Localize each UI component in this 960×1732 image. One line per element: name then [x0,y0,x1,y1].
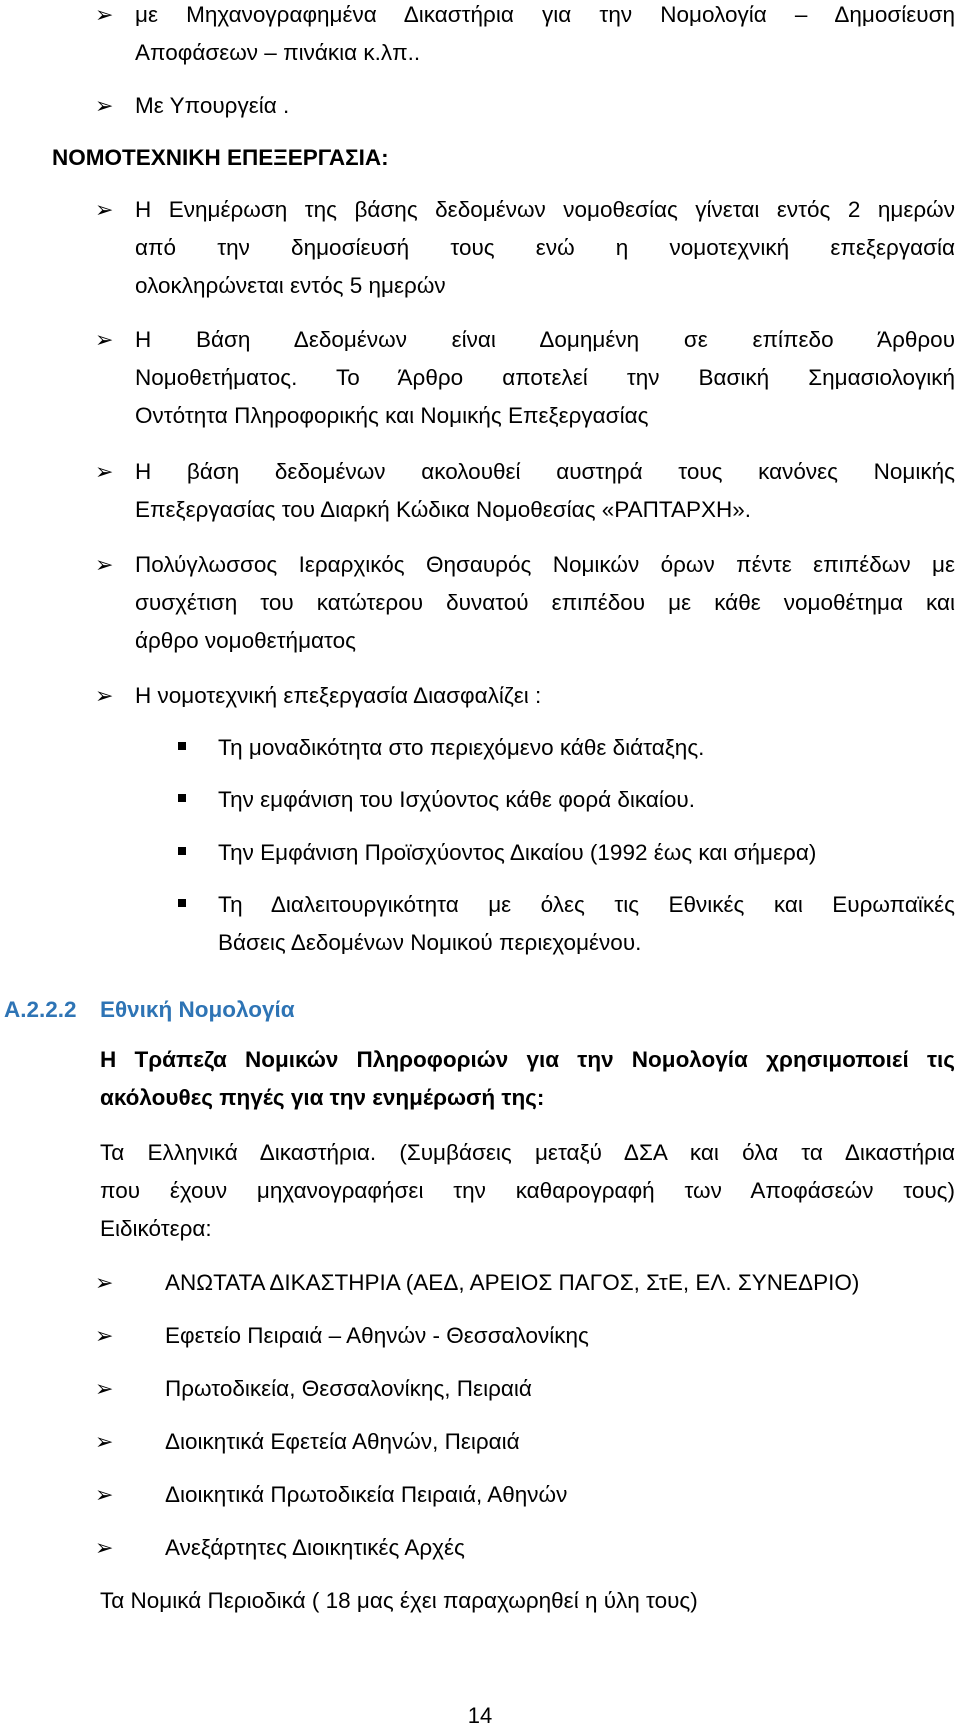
list-item: Ανεξάρτητες Διοικητικές Αρχές [165,1535,465,1560]
arrow-bullet-icon: ➢ [95,1535,114,1560]
section-heading: ΝΟΜΟΤΕΧΝΙΚΗ ΕΠΕΞΕΡΓΑΣΙΑ: [52,145,389,170]
text-line: ολοκληρώνεται εντός 5 ημερών [135,273,446,298]
arrow-bullet-icon: ➢ [95,197,114,222]
list-item: Πρωτοδικεία, Θεσσαλονίκης, Πειραιά [165,1376,532,1401]
text-line: Τα Ελληνικά Δικαστήρια. (Συμβάσεις μεταξύ ΔΣΑ και όλα τα Δικαστήρια [100,1140,955,1165]
list-item: Διοικητικά Πρωτοδικεία Πειραιά, Αθηνών [165,1482,568,1507]
text-line: ακόλουθες πηγές για την ενημέρωσή της: [100,1085,545,1110]
square-bullet-icon [178,794,186,802]
text-line: Οντότητα Πληροφορικής και Νομικής Επεξεργασίας [135,403,649,428]
text-line: Με Υπουργεία . [135,93,290,118]
text-line: Νομοθετήματος. Το Άρθρο αποτελεί την Βασική Σημασιολογική [135,365,955,390]
page-number: 14 [467,1703,493,1728]
text-line: Βάσεις Δεδομένων Νομικού περιεχομένου. [218,930,642,955]
arrow-bullet-icon: ➢ [95,1429,114,1454]
list-item: Εφετείο Πειραιά – Αθηνών - Θεσσαλονίκης [165,1323,589,1348]
text-line: Η Βάση Δεδομένων είναι Δομημένη σε επίπεδο Άρθρου [135,327,955,352]
text-line: Η βάση δεδομένων ακολουθεί αυστηρά τους κανόνες Νομικής [135,459,955,484]
section-title: Εθνική Νομολογία [100,997,295,1022]
arrow-bullet-icon: ➢ [95,1376,114,1401]
arrow-bullet-icon: ➢ [95,1482,114,1507]
arrow-bullet-icon: ➢ [95,93,114,118]
list-item: Διοικητικά Εφετεία Αθηνών, Πειραιά [165,1429,520,1454]
arrow-bullet-icon: ➢ [95,1270,114,1295]
square-bullet-icon [178,899,186,907]
text-line: Η Τράπεζα Νομικών Πληροφοριών για την Νομολογία χρησιμοποιεί τις [100,1047,955,1072]
arrow-bullet-icon: ➢ [95,1323,114,1348]
text-line: Επεξεργασίας του Διαρκή Κώδικα Νομοθεσίας «ΡΑΠΤΑΡΧΗ». [135,497,752,522]
text-line: Τη Διαλειτουργικότητα με όλες τις Εθνικές και Ευρωπαϊκές [218,892,955,917]
text-line: Τα Νομικά Περιοδικά ( 18 μας έχει παραχωρηθεί η ύλη τους) [100,1588,698,1613]
section-number: Α.2.2.2 [4,997,77,1022]
text-line: Τη μοναδικότητα στο περιεχόμενο κάθε διάταξης. [218,735,705,760]
text-line: Η Ενημέρωση της βάσης δεδομένων νομοθεσίας γίνεται εντός 2 ημερών [135,197,955,222]
arrow-bullet-icon: ➢ [95,552,114,577]
arrow-bullet-icon: ➢ [95,459,114,484]
text-line: Πολύγλωσσος Ιεραρχικός Θησαυρός Νομικών όρων πέντε επιπέδων με [135,552,955,577]
square-bullet-icon [178,742,186,750]
text-line: Την εμφάνιση του Ισχύοντος κάθε φορά δικαίου. [218,787,695,812]
arrow-bullet-icon: ➢ [95,683,114,708]
text-line: Ειδικότερα: [100,1216,212,1241]
text-line: Την Εμφάνιση Προϊσχύοντος Δικαίου (1992 έως και σήμερα) [218,840,817,865]
text-line: άρθρο νομοθετήματος [135,628,356,653]
square-bullet-icon [178,847,186,855]
text-line: Αποφάσεων – πινάκια κ.λπ.. [135,40,421,65]
text-line: από την δημοσίευσή τους ενώ η νομοτεχνική επεξεργασία [135,235,955,260]
arrow-bullet-icon: ➢ [95,2,114,27]
text-line: Η νομοτεχνική επεξεργασία Διασφαλίζει : [135,683,542,708]
list-item: ΑΝΩΤΑΤΑ ΔΙΚΑΣΤΗΡΙΑ (ΑΕΔ, ΑΡΕΙΟΣ ΠΑΓΟΣ, ΣτΕ, ΕΛ. ΣΥΝΕΔΡΙΟ) [165,1270,860,1295]
text-line: που έχουν μηχανογραφήσει την καθαρογραφή των Αποφάσεών τους) [100,1178,955,1203]
text-line: συσχέτιση του κατώτερου δυνατού επιπέδου με κάθε νομοθέτημα και [135,590,955,615]
text-line: με Μηχανογραφημένα Δικαστήρια για την Νομολογία – Δημοσίευση [135,2,955,27]
arrow-bullet-icon: ➢ [95,327,114,352]
